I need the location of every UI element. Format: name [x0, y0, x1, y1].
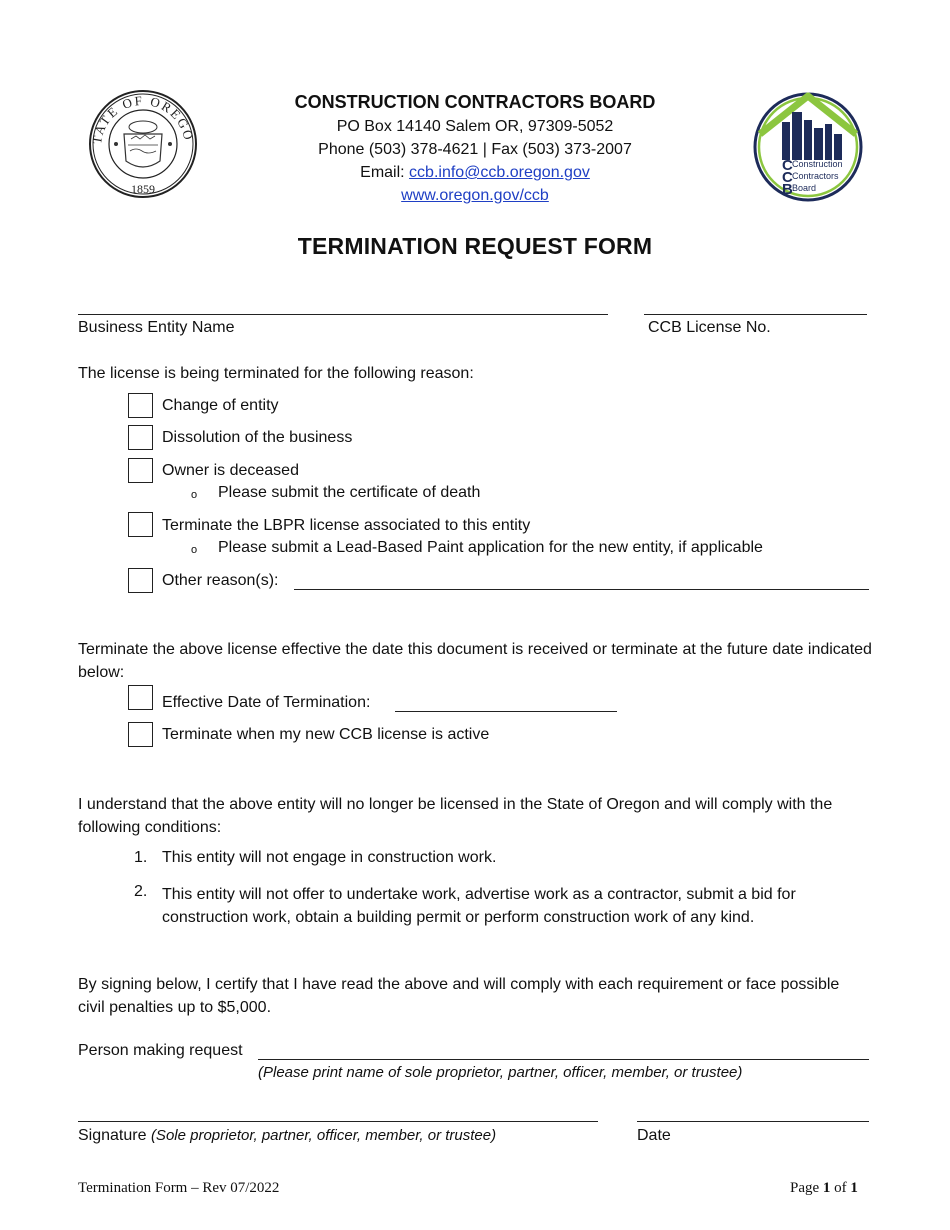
- checkbox-change-of-entity[interactable]: [128, 393, 153, 418]
- org-phone-fax: Phone (503) 378-4621 | Fax (503) 373-2007: [318, 141, 632, 158]
- page-total: 1: [850, 1180, 858, 1196]
- svg-text:1859: 1859: [131, 182, 155, 196]
- condition-number: 2.: [134, 883, 148, 900]
- org-address: PO Box 14140 Salem OR, 97309-5052: [336, 118, 614, 135]
- reason-sub-note: Please submit the certificate of death: [218, 484, 481, 501]
- checkbox-new-license-active[interactable]: [128, 722, 153, 747]
- signature-label-line: [78, 1127, 496, 1145]
- date-field[interactable]: [637, 1121, 869, 1122]
- effective-date-field[interactable]: [395, 711, 617, 712]
- checkbox-effective-date[interactable]: [128, 685, 153, 710]
- condition-number: 1.: [134, 849, 148, 866]
- svg-text:B: B: [782, 181, 793, 198]
- person-making-request-field[interactable]: [258, 1059, 869, 1060]
- signature-hint: (Sole proprietor, partner, officer, member, or trustee): [150, 1127, 497, 1144]
- checkbox-terminate-lbpr[interactable]: [128, 512, 153, 537]
- condition-text: This entity will not engage in construction work.: [162, 849, 497, 866]
- checkbox-owner-deceased[interactable]: [128, 458, 153, 483]
- business-entity-label: Business Entity Name: [78, 319, 235, 336]
- reason-label: Change of entity: [162, 397, 279, 414]
- website-link[interactable]: www.oregon.gov/ccb: [401, 187, 549, 204]
- svg-text:C: C: [782, 157, 793, 174]
- signature-field[interactable]: [78, 1121, 598, 1122]
- certify-statement: By signing below, I certify that I have read the above and will comply with each requirement or face possible civil penalties up to $5,000.: [78, 976, 840, 1016]
- effective-option-label: Terminate when my new CCB license is active: [162, 726, 490, 743]
- ccb-license-no-field[interactable]: [644, 314, 867, 315]
- date-label: Date: [637, 1127, 671, 1144]
- org-name: CONSTRUCTION CONTRACTORS BOARD: [294, 92, 656, 112]
- license-no-label: CCB License No.: [648, 319, 771, 336]
- checkbox-dissolution[interactable]: [128, 425, 153, 450]
- business-entity-name-field[interactable]: [78, 314, 608, 315]
- svg-text:Construction: Construction: [792, 159, 843, 169]
- footer-form-rev: Termination Form – Rev 07/2022: [78, 1180, 280, 1196]
- svg-text:STATE OF OREGON: TATE OF OREGO: [88, 92, 197, 146]
- person-hint: (Please print name of sole proprietor, partner, officer, member, or trustee): [258, 1064, 743, 1081]
- effective-option-label: Effective Date of Termination:: [162, 694, 371, 711]
- email-label: Email:: [360, 164, 410, 181]
- reason-label: Other reason(s):: [162, 572, 279, 589]
- email-link[interactable]: ccb.info@ccb.oregon.gov: [409, 164, 590, 181]
- checkbox-other-reason[interactable]: [128, 568, 153, 593]
- page-of: of: [830, 1180, 851, 1196]
- person-making-request-label: Person making request: [78, 1042, 243, 1059]
- reason-sub-note: Please submit a Lead-Based Paint application for the new entity, if applicable: [218, 539, 763, 556]
- svg-text:C: C: [782, 169, 793, 186]
- reason-label: Owner is deceased: [162, 462, 299, 479]
- form-title: TERMINATION REQUEST FORM: [297, 233, 653, 259]
- effective-intro: Terminate the above license effective the date this document is received or terminate at the future date indicated below:: [78, 641, 872, 681]
- footer-page-number: [790, 1180, 858, 1197]
- conditions-intro: I understand that the above entity will no longer be licensed in the State of Oregon and will comply with the following conditions:: [78, 796, 833, 836]
- condition-text: This entity will not offer to undertake work, advertise work as a contractor, submit a bid for construction work, obtain a building permit or perform construction work of any kind.: [162, 886, 796, 926]
- page-prefix: Page: [790, 1180, 823, 1196]
- page-current: 1: [822, 1180, 831, 1196]
- svg-text:Contractors: Contractors: [792, 171, 839, 181]
- signature-label: Signature: [78, 1127, 151, 1144]
- bullet-marker: o: [191, 544, 198, 556]
- other-reason-field[interactable]: [294, 589, 869, 590]
- bullet-marker: o: [191, 489, 198, 501]
- org-website-line: [0, 187, 950, 205]
- reason-label: Terminate the LBPR license associated to this entity: [162, 517, 531, 534]
- reasons-intro: The license is being terminated for the following reason:: [78, 365, 474, 382]
- svg-text:Board: Board: [792, 183, 817, 193]
- reason-label: Dissolution of the business: [162, 429, 353, 446]
- org-email-line: [0, 164, 950, 182]
